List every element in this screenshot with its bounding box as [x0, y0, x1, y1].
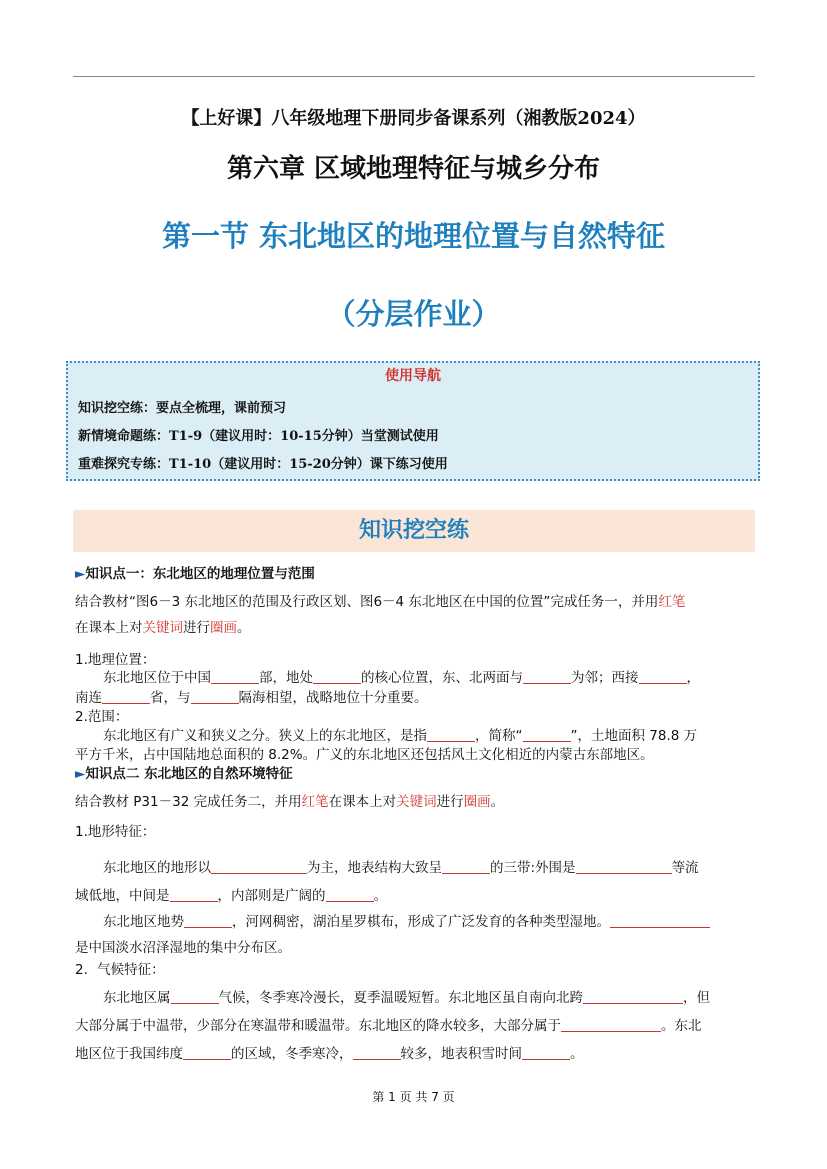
scope-paragraph-cont: 平方千米，占中国陆地总面积的 8.2%。广义的东北地区还包括风土文化相近的内蒙古东部地区。: [75, 747, 654, 763]
location-paragraph: 东北地区位于中国 部，地处 的核心位置，东、北两面与 为邻；西接 ，: [103, 670, 700, 686]
kp2-instruction: 结合教材 P31－32 完成任务二，并用红笔在课本上对关键词进行圈画。: [75, 794, 505, 810]
paragraph-heading: 1.地理位置：: [75, 652, 156, 668]
knowledge-point-2-title: [75, 762, 293, 782]
fill-blank[interactable]: [522, 1045, 570, 1060]
usage-guide-heading: 使用导航: [385, 368, 441, 384]
guide-line: 新情境命题练：T1-9（建议用时：10-15分钟）当堂测试使用: [78, 429, 439, 444]
triangle-bullet-icon: ►: [75, 766, 86, 782]
fill-blank[interactable]: [610, 913, 710, 928]
terrain-paragraph-2: 东北地区地势 ，河网稠密，湖泊星罗棋布，形成了广泛发育的各种类型湿地。: [103, 910, 710, 930]
fill-blank[interactable]: [170, 887, 218, 902]
terrain-paragraph: 东北地区的地形以 为主，地表结构大致呈 的三带:外围是 等流: [103, 860, 699, 876]
fill-blank[interactable]: [523, 727, 571, 742]
chapter-title: 第六章 区域地理特征与城乡分布: [226, 154, 601, 184]
fill-blank[interactable]: [191, 689, 239, 704]
fill-blank[interactable]: [184, 913, 232, 928]
location-paragraph-cont: 南连 省，与 隔海相望，战略地位十分重要。: [75, 690, 428, 706]
section-title: 第一节 东北地区的地理位置与自然特征: [161, 219, 666, 253]
knowledge-point-1-title: [75, 562, 315, 582]
fill-blank[interactable]: [639, 669, 687, 684]
climate-paragraph-cont-2: 地区位于我国纬度 的区域，冬季寒冷， 较多，地表积雪时间 。: [75, 1046, 584, 1062]
terrain-paragraph-2-cont: 是中国淡水沼泽湿地的集中分布区。: [75, 940, 291, 956]
fill-blank[interactable]: [183, 1045, 231, 1060]
fill-blank[interactable]: [171, 989, 219, 1004]
kp-title-text: 知识点一：东北地区的地理位置与范围: [85, 566, 315, 582]
kp1-instruction-cont: 在课本上对关键词进行圈画。: [75, 620, 251, 636]
climate-paragraph-cont: 大部分属于中温带，少部分在寒温带和暖温带。东北地区的降水较多，大部分属于 。东北: [75, 1018, 702, 1034]
fill-blank[interactable]: [211, 669, 259, 684]
scope-paragraph: 东北地区有广义和狭义之分。狭义上的东北地区，是指 ，简称“ ”，土地面积 78.8 万: [103, 728, 698, 744]
guide-line: 重难探究专练：T1-10（建议用时：15-20分钟）课下练习使用: [78, 457, 448, 472]
header-rule: [73, 76, 755, 77]
series-title: 【上好课】八年级地理下册同步备课系列（湘教版2024）: [181, 108, 646, 129]
kp1-instruction: 结合教材“图6－3 东北地区的范围及行政区划、图6－4 东北地区在中国的位置”完成任务一，并用红笔: [75, 594, 686, 610]
guide-line: 知识挖空练：要点全梳理，课前预习: [78, 401, 287, 416]
fill-blank[interactable]: [211, 859, 307, 874]
fill-blank[interactable]: [313, 669, 361, 684]
fill-blank[interactable]: [583, 989, 683, 1004]
fill-blank[interactable]: [427, 727, 475, 742]
fill-blank[interactable]: [326, 887, 374, 902]
usage-guide-box: [66, 361, 760, 481]
fill-blank[interactable]: [523, 669, 571, 684]
paragraph-heading: 1.地形特征：: [75, 824, 156, 840]
fill-blank[interactable]: [353, 1045, 401, 1060]
triangle-bullet-icon: ►: [75, 566, 86, 582]
paragraph-heading: 2．气候特征：: [75, 962, 165, 978]
page-footer: 第 1 页 共 7 页: [372, 1090, 455, 1104]
fill-blank[interactable]: [561, 1017, 661, 1032]
fill-blank[interactable]: [102, 689, 150, 704]
section-band-title: 知识挖空练: [73, 510, 755, 552]
terrain-paragraph-cont: 域低地，中间是 ，内部则是广阔的 。: [75, 888, 387, 904]
fill-blank[interactable]: [576, 859, 672, 874]
climate-paragraph: 东北地区属 气候，冬季寒冷漫长，夏季温暖短暂。东北地区虽自南向北跨 ，但: [103, 990, 710, 1006]
worksheet-subtitle: （分层作业）: [326, 297, 501, 331]
kp-title-text: 知识点二 东北地区的自然环境特征: [85, 766, 293, 782]
paragraph-heading: 2.范围：: [75, 709, 129, 725]
fill-blank[interactable]: [442, 859, 490, 874]
